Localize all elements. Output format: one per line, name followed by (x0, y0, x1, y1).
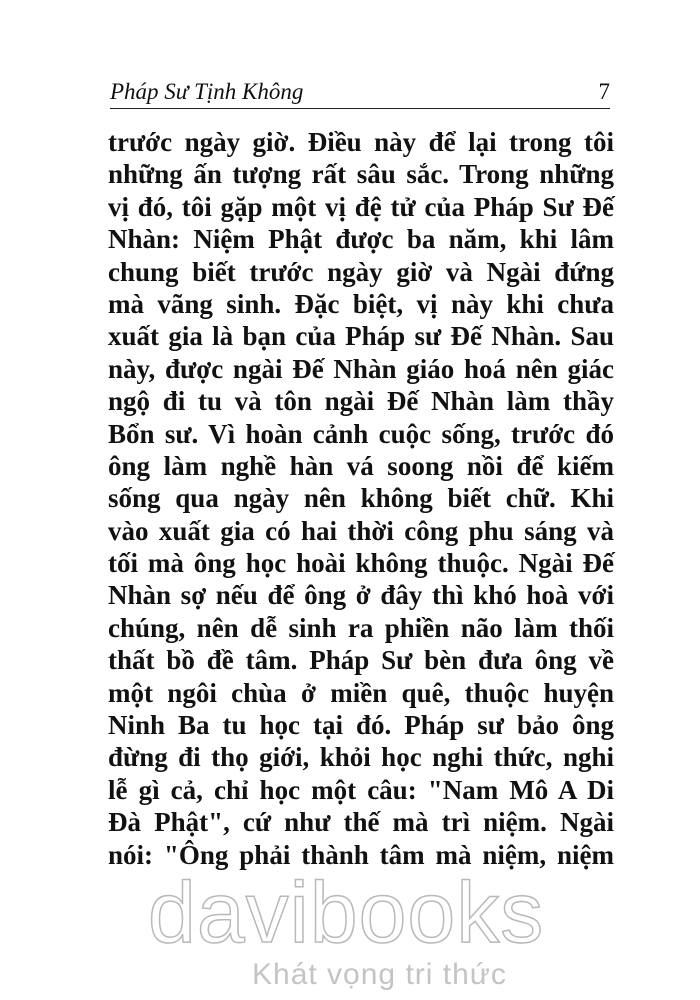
watermark (0, 865, 700, 1000)
text-line: thất bồ đề tâm. Pháp Sư bèn đưa ông về (108, 645, 614, 676)
text-line: ngộ đi tu và tôn ngài Đế Nhàn làm thầy (108, 386, 614, 417)
text-line: ông làm nghề hàn vá soong nồi để kiếm (108, 450, 614, 481)
text-line: sống qua ngày nên không biết chữ. Khi (108, 483, 614, 514)
text-line: Đà Phật", cứ như thế mà trì niệm. Ngài (108, 807, 614, 838)
running-header (110, 78, 610, 108)
text-line: một ngôi chùa ở miền quê, thuộc huyện (108, 677, 614, 708)
text-line: mà vãng sinh. Đặc biệt, vị này khi chưa (108, 288, 614, 319)
text-line: Bổn sư. Vì hoàn cảnh cuộc sống, trước đó (108, 418, 614, 449)
text-line: chúng, nên dễ sinh ra phiền não làm thối (108, 612, 614, 643)
text-line: chung biết trước ngày giờ và Ngài đứng (108, 256, 614, 287)
running-title: Pháp Sư Tịnh Không (110, 79, 304, 104)
body-text (108, 126, 614, 871)
text-line: những ấn tượng rất sâu sắc. Trong những (108, 159, 614, 190)
header-rule (110, 108, 610, 109)
text-line: Nhàn sợ nếu để ông ở đây thì khó hoà với (108, 580, 614, 611)
text-line: vị đó, tôi gặp một vị đệ tử của Pháp Sư Đế (108, 191, 614, 222)
text-line: trước ngày giờ. Điều này để lại trong tôi (108, 127, 614, 157)
text-line: vào xuất gia có hai thời công phu sáng và (108, 515, 614, 546)
text-line: Nhàn: Niệm Phật được ba năm, khi lâm (108, 224, 614, 255)
text-line: này, được ngài Đế Nhàn giáo hoá nên giác (108, 353, 614, 384)
watermark-slogan: Khát vọng tri thức (252, 958, 507, 991)
text-line: đừng đi thọ giới, khỏi học nghi thức, nghi (108, 742, 614, 773)
text-line: nói: "Ông phải thành tâm mà niệm, niệm (108, 839, 614, 870)
text-line: lễ gì cả, chỉ học một câu: "Nam Mô A Di (108, 774, 614, 805)
page-number: 7 (598, 79, 610, 104)
text-line: Ninh Ba tu học tại đó. Pháp sư bảo ông (108, 710, 614, 741)
text-line: xuất gia là bạn của Pháp sư Đế Nhàn. Sau (108, 321, 614, 352)
text-line: tối mà ông học hoài không thuộc. Ngài Đế (108, 548, 614, 579)
watermark-brand: davibooks (148, 865, 545, 961)
